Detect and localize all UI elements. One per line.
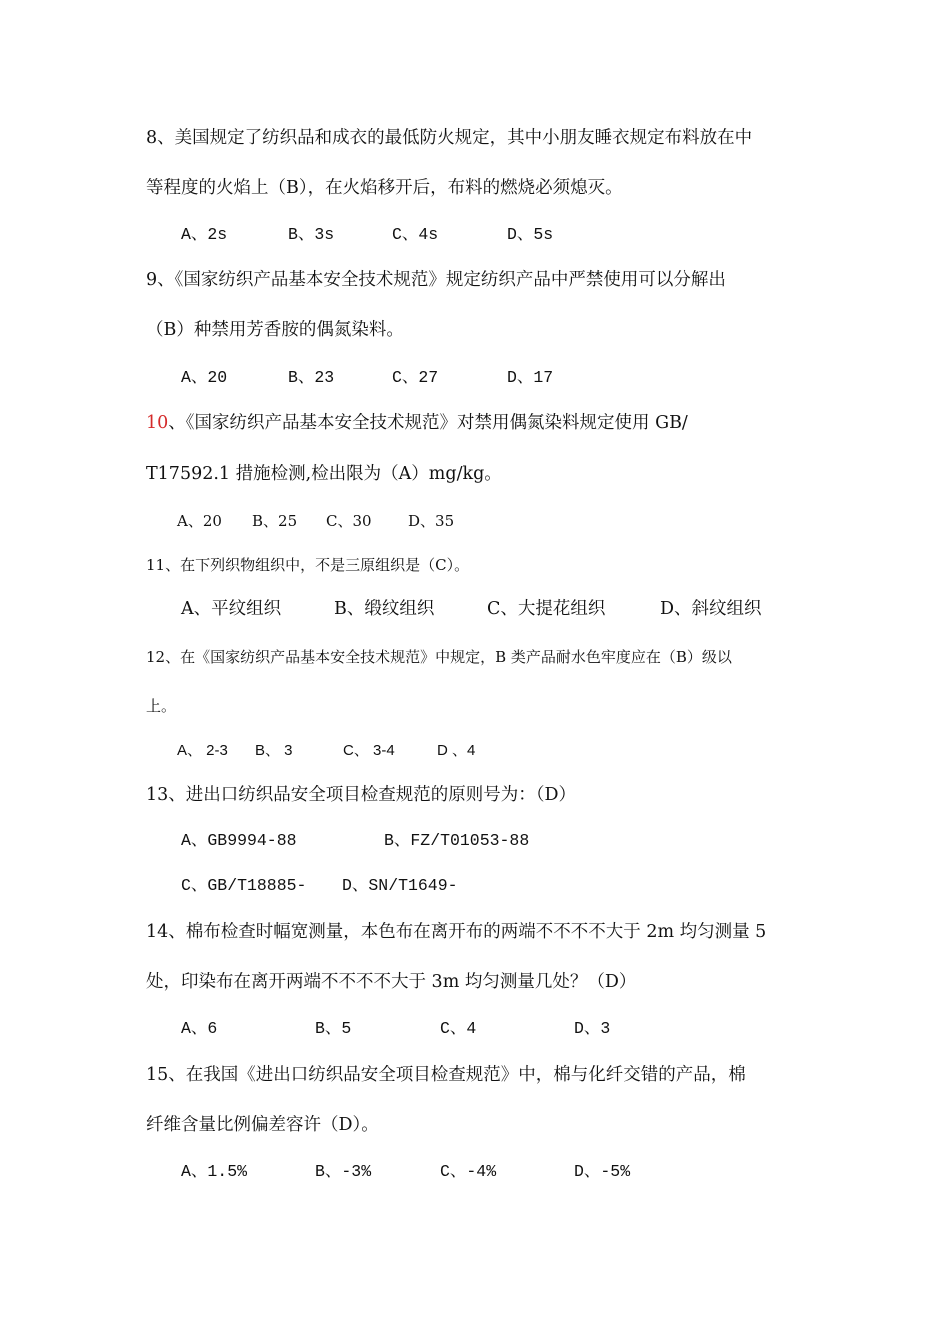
question-10-option-b: B、25: [252, 512, 298, 530]
question-15-option-c: C、-4%: [440, 1162, 497, 1181]
question-15-option-d: D、-5%: [574, 1162, 631, 1181]
question-13-line-1: 13、进出口纺织品安全项目检查规范的原则号为：（D）: [146, 785, 577, 805]
question-14-line-2: 处，印染布在离开两端不不不不大于 3m 均匀测量几处？（D）: [146, 972, 637, 992]
question-12-option-a: A、 2-3: [177, 742, 228, 759]
question-11-line-1: 11、在下列织物组织中，不是三原组织是（C）。: [146, 556, 470, 574]
question-10-line-2: T17592.1 措施检测,检出限为（A）mg/kg。: [146, 464, 502, 484]
question-12-option-b: B、 3: [255, 742, 293, 759]
question-8-option-d: D、5s: [507, 225, 554, 244]
question-15-option-a: A、1.5%: [181, 1162, 248, 1181]
question-14-option-d: D、3: [574, 1019, 611, 1038]
question-10-line-1-text: 、《国家纺织产品基本安全技术规范》对禁用偶氮染料规定使用 GB/: [168, 413, 688, 433]
question-9-option-b: B、23: [288, 368, 335, 387]
question-14-option-b: B、5: [315, 1019, 352, 1038]
question-8-line-2: 等程度的火焰上（B），在火焰移开后，布料的燃烧必须熄灭。: [146, 178, 623, 198]
question-14-option-c: C、4: [440, 1019, 477, 1038]
question-12-line-2: 上。: [146, 697, 177, 715]
question-15-option-b: B、-3%: [315, 1162, 372, 1181]
question-12-option-d: D 、4: [437, 742, 476, 759]
question-14-line-1: 14、棉布检查时幅宽测量，本色布在离开布的两端不不不不大于 2m 均匀测量 5: [146, 922, 767, 942]
question-13-option-b: B、FZ/T01053-88: [384, 831, 530, 850]
question-8-option-b: B、3s: [288, 225, 335, 244]
question-11-option-d: D、斜纹组织: [660, 599, 762, 619]
question-10-option-d: D、35: [408, 512, 455, 530]
question-9-option-c: C、27: [392, 368, 439, 387]
question-9-option-d: D、17: [507, 368, 554, 387]
question-11-option-b: B、缎纹组织: [334, 599, 435, 619]
question-15-line-1: 15、在我国《进出口纺织品安全项目检查规范》中，棉与化纤交错的产品，棉: [146, 1065, 746, 1085]
question-8-option-c: C、4s: [392, 225, 439, 244]
question-9-line-2: （B）种禁用芳香胺的偶氮染料。: [146, 320, 404, 340]
question-13-option-a: A、GB9994-88: [181, 831, 297, 850]
question-13-option-d: D、SN/T1649-: [342, 876, 458, 895]
question-10-option-a: A、20: [177, 512, 222, 530]
question-12-option-c: C、 3-4: [343, 742, 395, 759]
question-8-line-1: 8、美国规定了纺织品和成衣的最低防火规定，其中小朋友睡衣规定布料放在中: [146, 128, 753, 148]
question-11-option-a: A、平纹组织: [181, 599, 282, 619]
question-9-option-a: A、20: [181, 368, 228, 387]
question-10-option-c: C、30: [326, 512, 372, 530]
question-8-option-a: A、2s: [181, 225, 228, 244]
question-10-number: 10: [146, 413, 169, 433]
question-10-line-1: [146, 411, 688, 435]
question-9-line-1: 9、《国家纺织产品基本安全技术规范》规定纺织产品中严禁使用可以分解出: [146, 270, 726, 290]
question-14-option-a: A、6: [181, 1019, 218, 1038]
question-13-option-c: C、GB/T18885-: [181, 876, 307, 895]
question-11-option-c: C、大提花组织: [487, 599, 606, 619]
question-12-line-1: 12、在《国家纺织产品基本安全技术规范》中规定，B 类产品耐水色牢度应在（B）级以: [146, 648, 732, 666]
question-15-line-2: 纤维含量比例偏差容许（D）。: [146, 1115, 379, 1135]
